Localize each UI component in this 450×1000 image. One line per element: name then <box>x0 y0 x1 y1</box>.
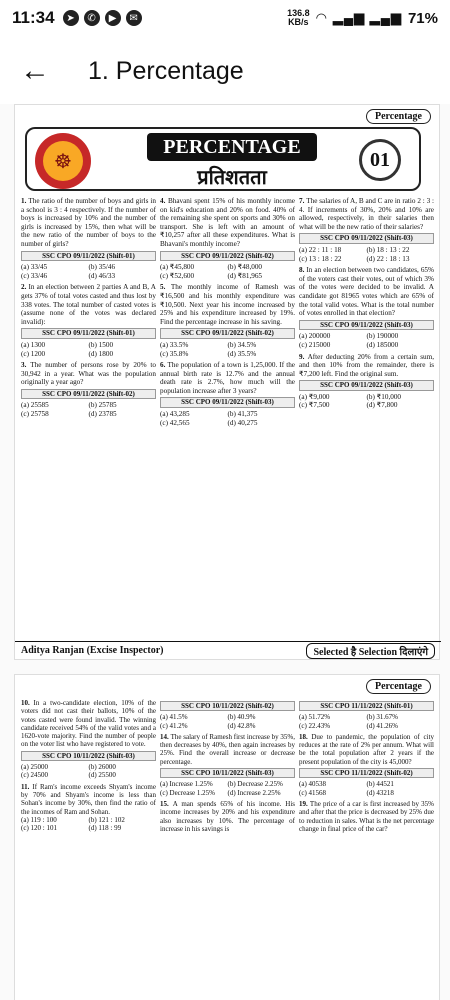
answer-option: (d) 35.5% <box>227 349 257 358</box>
exam-tag: SSC CPO 09/11/2022 (Shift-01) <box>21 328 156 339</box>
answer-option: (d) 23785 <box>88 410 117 419</box>
document-title: 1. Percentage <box>88 56 244 85</box>
answer-option: (d) 118 : 99 <box>88 824 122 833</box>
answer-option: (d) ₹81,965 <box>227 271 263 280</box>
question-text <box>299 353 434 379</box>
question-body: In an election between two candidates, 65% of the voters cast their votes, out of which 3% of the votes were decided to be invalid. A candidate got 81965 votes which are 65% of the total valid votes. What is the total number of votes enrolled in that election? <box>299 266 434 318</box>
answer-option: (b) 190000 <box>366 332 399 341</box>
question-item <box>160 283 295 358</box>
answer-option: (a) 22 : 11 : 18 <box>299 245 342 254</box>
question-body: The monthly income of Ramesh was ₹16,500 and his monthly expenditure was ₹10,500. Next year his income increased by 25% and his expenditure increased by 19%. Find the percentage increase in his saving. <box>160 283 295 326</box>
question-number: 14. <box>160 732 171 741</box>
exam-tag: SSC CPO 10/11/2022 (Shift-03) <box>21 751 156 761</box>
exam-tag: SSC CPO 09/11/2022 (Shift-02) <box>160 251 295 262</box>
answer-option: (b) 1500 <box>88 340 114 349</box>
answer-options <box>299 246 434 263</box>
answer-options <box>160 410 295 427</box>
answer-option: (b) ₹10,000 <box>366 392 402 401</box>
question-text <box>299 197 434 231</box>
question-item <box>160 800 295 833</box>
answer-options <box>21 401 156 418</box>
question-body: Bhavani spent 15% of his monthly income on kid's education and 20% on food. 40% of the remaining she spent on sports and 30% on transport. She is left with an amount of ₹10,257 after all these expenditures. What is Bhavani's monthly income? <box>160 197 295 248</box>
exam-tag: SSC CPO 10/11/2022 (Shift-02) <box>160 701 295 711</box>
answer-option: (a) ₹9,000 <box>299 392 330 401</box>
question-number: 7. <box>299 197 307 205</box>
answer-options <box>21 763 156 780</box>
answer-option: (c) 25758 <box>21 410 49 419</box>
question-column-1 <box>21 699 156 836</box>
question-text <box>160 283 295 326</box>
question-item <box>160 197 295 280</box>
answer-option: (a) 1300 <box>21 340 46 349</box>
answer-option: (c) 13 : 18 : 22 <box>299 254 342 263</box>
answer-option: (c) ₹52,600 <box>160 271 195 280</box>
answer-option: (d) 43218 <box>366 788 394 797</box>
banner-subtitle: प्रतिशतता <box>197 167 267 189</box>
answer-option: (a) 51.72% <box>299 713 331 722</box>
answer-option: (a) 43,285 <box>160 410 190 419</box>
answer-option: (a) ₹45,800 <box>160 263 195 272</box>
page-footer <box>15 641 441 659</box>
answer-option: (b) ₹48,000 <box>227 263 263 272</box>
wifi-icon: ◠ <box>315 10 327 25</box>
answer-option: (b) Decrease 2.25% <box>227 780 283 789</box>
pdf-page-2 <box>14 674 440 1000</box>
exam-tag: SSC CPO 09/11/2022 (Shift-03) <box>160 397 295 408</box>
answer-option: (d) 1800 <box>88 349 114 358</box>
answer-options <box>21 341 156 358</box>
author-name: Aditya Ranjan (Excise Inspector) <box>21 645 164 656</box>
answer-options <box>299 780 434 797</box>
question-number: 1. <box>21 197 29 205</box>
question-body: The price of a car is first increased by 35% and after that the price is decreased by 25% due to reduction in sales. What is the net percentage change in final price of the car? <box>299 799 434 833</box>
question-body: In a two-candidate election, 10% of the voters did not cast their ballots, 10% of the votes casted were found invalid. The winning candidate received 54% of the valid votes and a 1620-vote majority. Find the number of people on the voter list who have registered to vote. <box>21 699 156 749</box>
answer-option: (b) 41,375 <box>227 410 258 419</box>
question-number: 18. <box>299 732 312 741</box>
answer-option: (d) 25500 <box>88 771 116 780</box>
telegram-icon: ➤ <box>63 10 79 26</box>
question-number: 15. <box>160 799 173 808</box>
question-text <box>299 266 434 318</box>
question-body: The number of persons rose by 20% to 30,942 in a year. What was the population originally a year ago? <box>21 361 156 387</box>
question-number: 11. <box>21 782 33 791</box>
network-speed: 136.8 KB/s <box>287 8 310 27</box>
answer-option: (a) 200000 <box>299 332 331 341</box>
exam-tag: SSC CPO 11/11/2022 (Shift-01) <box>299 701 434 711</box>
question-column-3 <box>299 197 434 430</box>
answer-options <box>160 780 295 797</box>
chapter-banner <box>25 127 421 191</box>
answer-option: (c) 41568 <box>299 788 327 797</box>
question-text <box>160 197 295 249</box>
chapter-pill: Percentage <box>366 109 431 124</box>
question-number: 8. <box>299 266 307 275</box>
answer-option: (d) ₹7,800 <box>366 401 398 410</box>
question-text <box>21 197 156 249</box>
answer-option: (b) 34.5% <box>227 340 257 349</box>
question-column-3 <box>299 699 434 836</box>
answer-option: (d) 185000 <box>366 340 399 349</box>
notification-icons <box>63 10 142 26</box>
answer-option: (c) 120 : 101 <box>21 824 57 833</box>
answer-option: (b) 18 : 13 : 22 <box>366 245 410 254</box>
answer-option: (d) 42.8% <box>227 721 256 730</box>
footer-slogan: Selected है Selection दिलाएंगे <box>306 643 435 659</box>
exam-tag: SSC CPO 09/11/2022 (Shift-02) <box>160 328 295 339</box>
back-arrow-icon[interactable]: ← <box>20 54 50 87</box>
answer-options <box>299 713 434 730</box>
chapter-number: 01 <box>359 139 401 181</box>
question-text <box>160 800 295 833</box>
answer-option: (d) 46/33 <box>88 271 116 280</box>
answer-options <box>299 332 434 349</box>
answer-option: (b) 35/46 <box>88 263 116 272</box>
status-bar <box>0 0 450 36</box>
question-body: In an election between 2 parties A and B, A gets 37% of total votes casted and thus lost by 338 votes. The total number of casted votes is (assume none of the votes was declared invalid): <box>21 283 156 326</box>
answer-option: (b) 26000 <box>88 763 116 772</box>
question-number: 6. <box>160 361 168 370</box>
question-number: 9. <box>299 352 308 361</box>
answer-option: (a) 33.5% <box>160 340 189 349</box>
answer-option: (c) 35.8% <box>160 349 189 358</box>
exam-tag: SSC CPO 09/11/2022 (Shift-03) <box>299 233 434 244</box>
answer-option: (d) Increase 2.25% <box>227 788 281 797</box>
answer-options <box>299 393 434 410</box>
question-body: The ratio of the number of boys and girls in a school is 3 : 4 respectively. If the number of boys is increased by 10% and the number of girls is increased by 15%, then what will be the new ratio of the number of boys to the number of girls? <box>21 197 157 248</box>
question-column-2 <box>160 197 295 430</box>
question-text <box>21 783 156 816</box>
question-text <box>21 699 156 749</box>
answer-option: (a) Increase 1.25% <box>160 780 213 789</box>
answer-option: (c) 1200 <box>21 349 46 358</box>
answer-option: (c) 33/46 <box>21 271 48 280</box>
question-text <box>160 733 295 766</box>
question-item <box>160 733 295 797</box>
question-column-1 <box>21 197 156 430</box>
answer-option: (c) 42,565 <box>160 418 190 427</box>
question-number: 5. <box>160 283 171 292</box>
question-item <box>21 783 156 833</box>
question-body: The population of a town is 1,25,000. If the annual birth rate is 12.7% and the annual death rate is 2.7%, how much will the population increase after 3 years? <box>160 361 295 395</box>
question-body: The salaries of A, B and C are in ratio 2 : 3 : 4. If increments of 30%, 20% and 10% are allowed, respectively, in their salaries then what will be the new ratio of their salaries? <box>299 197 435 231</box>
question-body: After deducting 20% from a certain sum, and then 10% from the remainder, there is ₹7,200 left. Find the original sum. <box>299 352 434 378</box>
exam-tag: SSC CPO 09/11/2022 (Shift-03) <box>299 320 434 331</box>
question-number: 2. <box>21 283 29 292</box>
answer-option: (a) 25000 <box>21 763 49 772</box>
question-item <box>299 733 434 797</box>
answer-option: (c) 215000 <box>299 340 331 349</box>
answer-option: (b) 25785 <box>88 401 117 410</box>
ssc-emblem-icon: ☸ <box>35 133 91 189</box>
question-item <box>299 197 434 263</box>
question-body: If Ram's income exceeds Shyam's income by 70% and Shyam's income is less than Sohan's income by 30%, then find the ratio of the incomes of Ram and Sohan. <box>21 782 156 816</box>
answer-option: (c) 24500 <box>21 771 49 780</box>
answer-option: (a) 25585 <box>21 401 49 410</box>
answer-option: (c) ₹7,500 <box>299 401 330 410</box>
question-body: A man spends 65% of his income. His income increases by 20% and his expenditure also increases by 10%. The percentage of increase in his savings is <box>160 799 296 833</box>
question-item <box>299 266 434 349</box>
question-number: 19. <box>299 799 310 808</box>
exam-tag: SSC CPO 11/11/2022 (Shift-02) <box>299 768 434 778</box>
question-item <box>160 361 295 427</box>
question-item <box>21 283 156 358</box>
answer-option: (b) 44521 <box>366 780 394 789</box>
exam-tag: SSC CPO 09/11/2022 (Shift-03) <box>299 380 434 391</box>
pdf-page-1 <box>14 104 440 660</box>
whatsapp-icon: ✆ <box>84 10 100 26</box>
question-text <box>299 733 434 766</box>
answer-option: (c) Decrease 1.25% <box>160 788 215 797</box>
exam-tag: SSC CPO 09/11/2022 (Shift-01) <box>21 251 156 262</box>
answer-options <box>160 713 295 730</box>
chapter-pill: Percentage <box>366 679 431 694</box>
question-item <box>299 353 434 411</box>
status-time: 11:34 <box>12 8 55 27</box>
question-item <box>160 701 295 730</box>
question-column-2 <box>160 699 295 836</box>
question-number: 3. <box>21 361 31 370</box>
question-text <box>160 361 295 395</box>
answer-option: (c) 22.43% <box>299 721 331 730</box>
question-number: 4. <box>160 197 168 205</box>
youtube-icon: ▶ <box>105 10 121 26</box>
answer-option: (b) 31.67% <box>366 713 398 722</box>
battery-level: 71% <box>407 9 438 27</box>
status-right <box>287 9 438 27</box>
answer-option: (a) 119 : 100 <box>21 815 57 824</box>
question-body: The salary of Ramesh first increase by 35%, then decreases by 40%, then again increases by 25%. Find the overall increase or decrease percentage. <box>160 732 296 766</box>
question-columns <box>21 197 435 430</box>
answer-option: (b) 40.9% <box>227 713 256 722</box>
question-item <box>21 699 156 780</box>
answer-option: (a) 40538 <box>299 780 327 789</box>
messenger-icon: ✉ <box>126 10 142 26</box>
question-text <box>21 283 156 326</box>
answer-options <box>21 263 156 280</box>
answer-options <box>21 816 156 833</box>
question-item <box>21 197 156 280</box>
answer-option: (a) 41.5% <box>160 713 188 722</box>
signal-icon: ▂▄▆ ▂▄▆ <box>332 10 402 25</box>
app-bar <box>0 40 450 102</box>
question-number: 10. <box>21 699 34 707</box>
question-item <box>299 701 434 730</box>
answer-options <box>160 341 295 358</box>
question-columns <box>21 699 435 836</box>
exam-tag: SSC CPO 10/11/2022 (Shift-03) <box>160 768 295 778</box>
banner-title: PERCENTAGE <box>147 133 317 161</box>
question-text <box>21 361 156 387</box>
pdf-viewer[interactable] <box>0 104 450 1000</box>
question-item <box>299 800 434 833</box>
answer-option: (d) 40,275 <box>227 418 258 427</box>
answer-option: (d) 41.26% <box>366 721 398 730</box>
answer-option: (b) 121 : 102 <box>88 815 125 824</box>
question-text <box>299 800 434 833</box>
answer-options <box>160 263 295 280</box>
question-body: Due to pandemic, the population of city reduces at the rate of 2% per annum. What will be the total population after 2 years if the present population of the city is 45,000? <box>299 732 434 766</box>
answer-option: (c) 41.2% <box>160 721 188 730</box>
answer-option: (a) 33/45 <box>21 263 48 272</box>
answer-option: (d) 22 : 18 : 13 <box>366 254 410 263</box>
exam-tag: SSC CPO 09/11/2022 (Shift-02) <box>21 389 156 400</box>
question-item <box>21 361 156 419</box>
